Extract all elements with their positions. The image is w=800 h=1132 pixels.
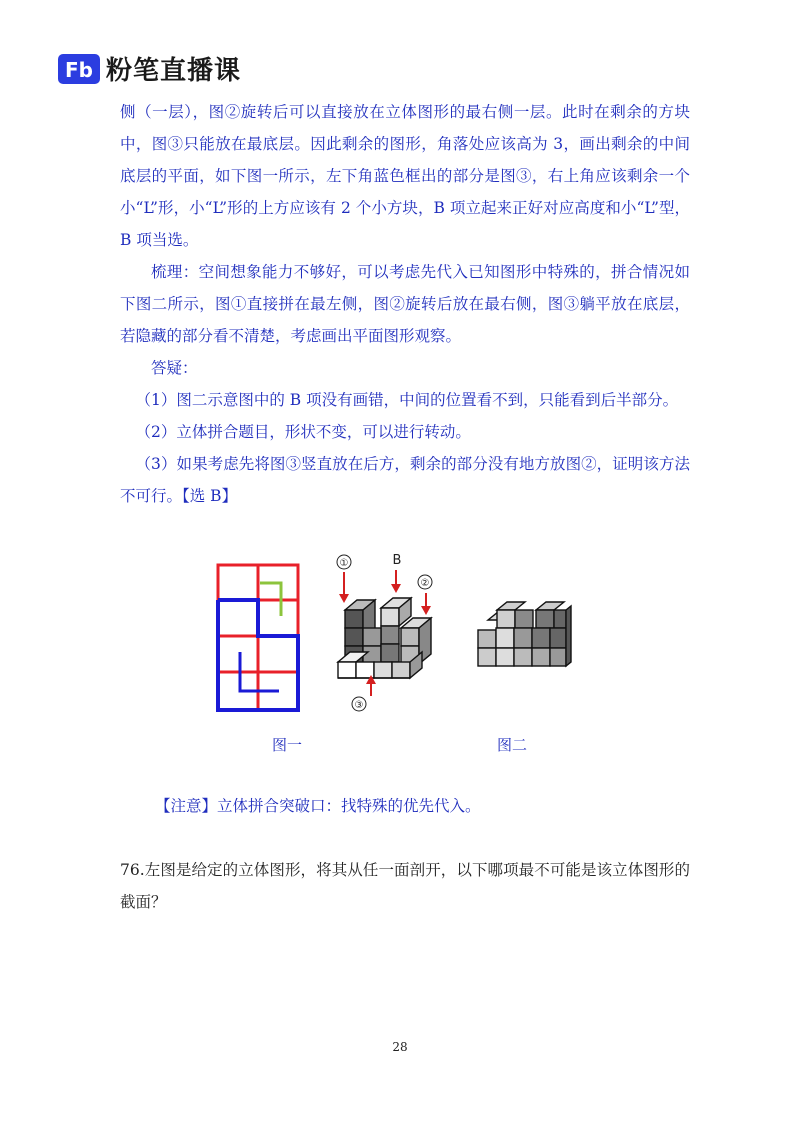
- label-three: [352, 697, 366, 711]
- fb-logo-icon: [58, 54, 100, 84]
- explanation-text: [120, 96, 690, 512]
- figures: [205, 548, 595, 768]
- paragraph-qa-2: （2）立体拼合题目，形状不变，可以进行转动。: [135, 423, 471, 441]
- logo-mark-text: Fb: [65, 57, 93, 82]
- paragraph-summary: 梳理：空间想象能力不够好，可以考虑先代入已知图形中特殊的，拼合情况如下图二所示，图①直接拼在最左侧，图②旋转后放在最右侧，图③躺平放在底层，若隐藏的部分看不清楚，考虑画出平面图形观察。: [120, 263, 690, 345]
- label-one-text: ①: [339, 558, 349, 569]
- paragraph-analysis: 侧（一层），图②旋转后可以直接放在立体图形的最右侧一层。此时在剩余的方块中，图③只能放在最底层。因此剩余的图形，角落处应该高为 3，画出剩余的中间底层的平面，如下图一所示，左下角蓝色框出的部分是图③，右上角应该剩余一个小“L”形，小“L”形的上方应该有 2 个小方块，B 项立起来正好对应高度和小“L”型，B 项当选。: [120, 103, 690, 249]
- paragraph-qa-1: （1）图二示意图中的 B 项没有画错，中间的位置看不到，只能看到后半部分。: [135, 391, 679, 409]
- arrow-two-icon: [421, 606, 431, 615]
- label-two: [418, 575, 432, 589]
- figure-1-caption: 图一: [272, 736, 303, 754]
- label-b: B: [392, 553, 402, 568]
- paragraph-qa-heading: 答疑：: [151, 359, 198, 377]
- figure-2-assembled: [478, 602, 571, 666]
- arrow-b-icon: [391, 584, 401, 593]
- figure-1-grid: [218, 565, 298, 710]
- label-three-text: ③: [354, 700, 364, 711]
- figure-2-assembly: [337, 553, 432, 711]
- note-text: 【注意】立体拼合突破口：找特殊的优先代入。: [155, 797, 481, 815]
- question-76: 76.左图是给定的立体图形，将其从任一面剖开，以下哪项最不可能是该立体图形的截面？: [120, 861, 690, 911]
- figure-2-caption: 图二: [497, 736, 528, 754]
- brand-name: 粉笔直播课: [106, 56, 242, 86]
- page-number: 28: [392, 1040, 408, 1054]
- brand-logo: [58, 50, 241, 87]
- label-two-text: ②: [420, 578, 430, 589]
- paragraph-qa-3: （3）如果考虑先将图③竖直放在后方，剩余的部分没有地方放图②，证明该方法不可行。【选 B】: [120, 455, 690, 505]
- arrow-one-icon: [339, 594, 349, 603]
- label-one: [337, 555, 351, 569]
